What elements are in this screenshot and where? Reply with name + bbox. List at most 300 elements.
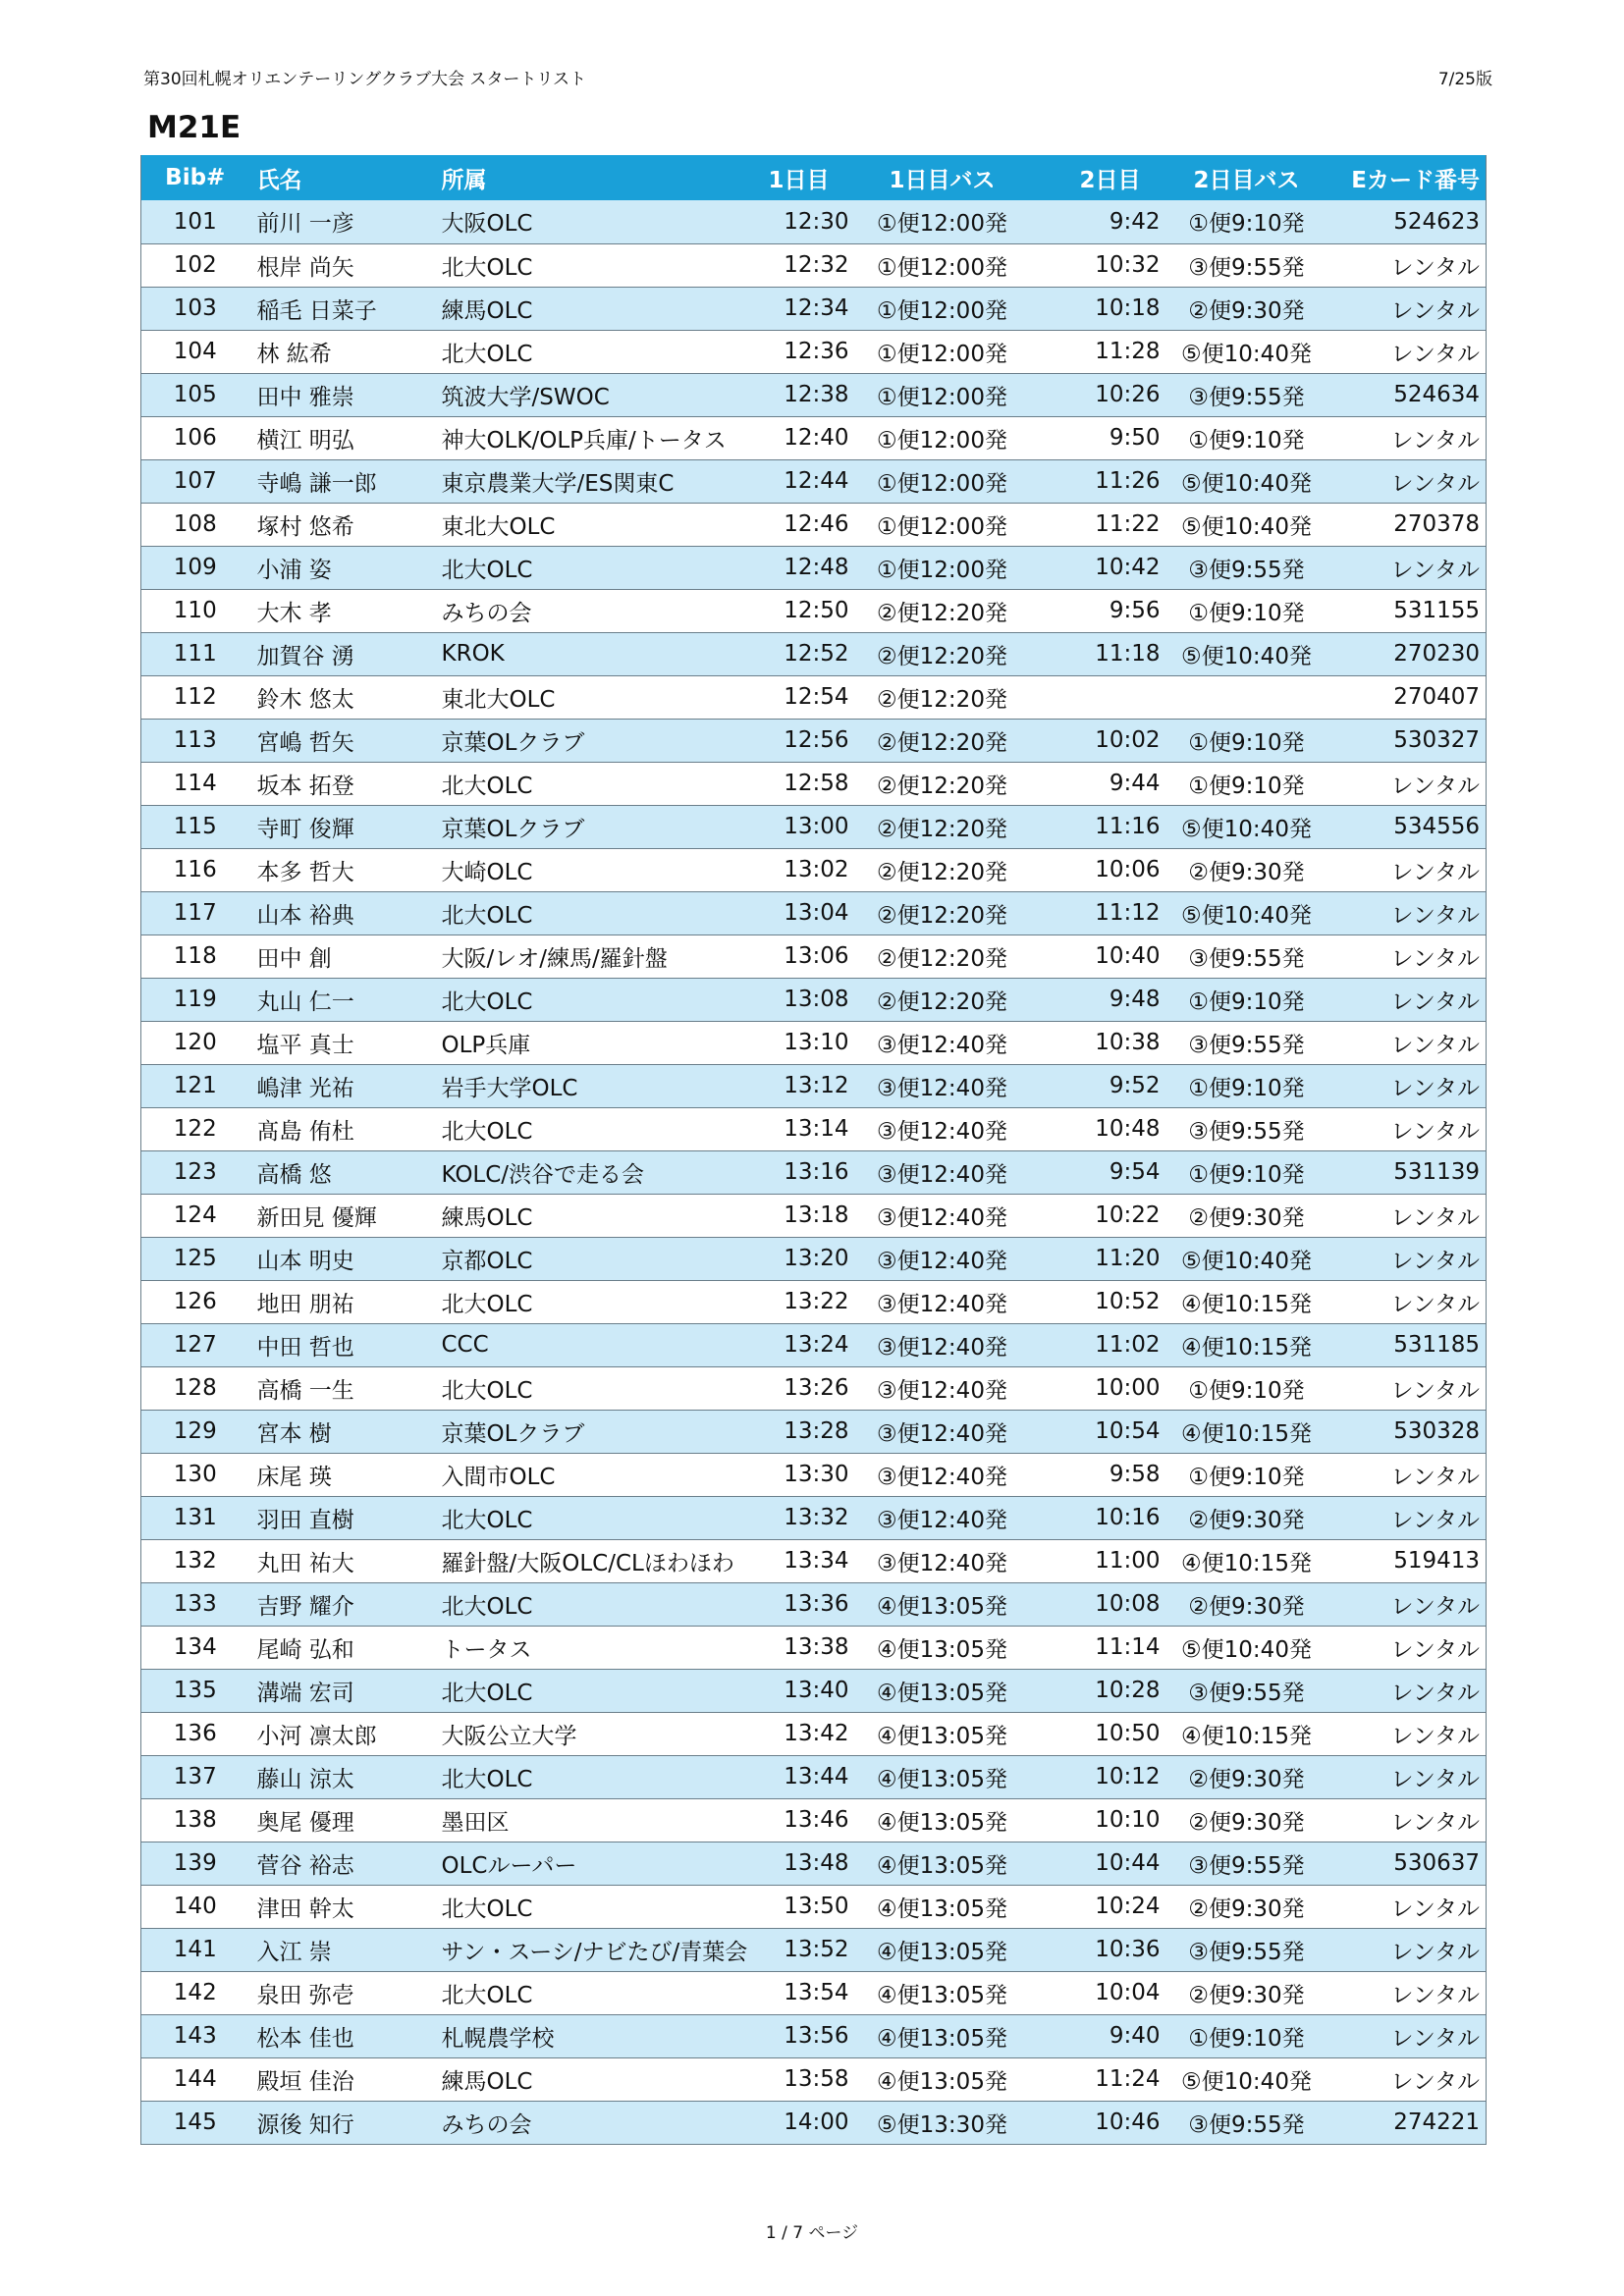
day1-bus-cell: ③便12:40発 bbox=[859, 1323, 1026, 1366]
bib-cell: 138 bbox=[141, 1798, 249, 1842]
day2-bus-cell: ①便9:10発 bbox=[1170, 719, 1324, 762]
day2-start-cell: 10:06 bbox=[1026, 848, 1170, 891]
day2-bus-cell: ①便9:10発 bbox=[1170, 2014, 1324, 2057]
day1-start-cell: 13:16 bbox=[748, 1150, 859, 1194]
day2-start-cell: 10:00 bbox=[1026, 1366, 1170, 1410]
table-row bbox=[141, 1410, 1487, 1453]
name-cell: 塚村 悠希 bbox=[249, 503, 436, 546]
name-cell: 坂本 拓登 bbox=[249, 762, 436, 805]
day1-start-cell: 13:44 bbox=[748, 1755, 859, 1798]
bib-cell: 105 bbox=[141, 373, 249, 416]
ecard-cell: 534556 bbox=[1324, 805, 1487, 848]
column-header-ecard: Eカード番号 bbox=[1324, 155, 1487, 200]
club-cell: 北大OLC bbox=[436, 762, 748, 805]
day1-bus-cell: ②便12:20発 bbox=[859, 891, 1026, 934]
club-cell: 北大OLC bbox=[436, 1755, 748, 1798]
club-cell: 入間市OLC bbox=[436, 1453, 748, 1496]
day2-start-cell: 11:02 bbox=[1026, 1323, 1170, 1366]
table-row bbox=[141, 1064, 1487, 1107]
club-cell: 北大OLC bbox=[436, 1280, 748, 1323]
day1-start-cell: 12:40 bbox=[748, 416, 859, 459]
table-row bbox=[141, 632, 1487, 675]
ecard-cell: レンタル bbox=[1324, 848, 1487, 891]
club-cell: 北大OLC bbox=[436, 1971, 748, 2014]
ecard-cell: レンタル bbox=[1324, 1712, 1487, 1755]
category-title: M21E bbox=[147, 110, 242, 145]
club-cell: 羅針盤/大阪OLC/CLほわほわ bbox=[436, 1539, 748, 1582]
name-cell: 林 紘希 bbox=[249, 330, 436, 373]
bib-cell: 126 bbox=[141, 1280, 249, 1323]
club-cell: 岩手大学OLC bbox=[436, 1064, 748, 1107]
day1-bus-cell: ①便12:00発 bbox=[859, 546, 1026, 589]
club-cell: 東北大OLC bbox=[436, 675, 748, 719]
day2-start-cell: 11:24 bbox=[1026, 2057, 1170, 2101]
day2-bus-cell: ⑤便10:40発 bbox=[1170, 503, 1324, 546]
ecard-cell: レンタル bbox=[1324, 1280, 1487, 1323]
day1-start-cell: 13:10 bbox=[748, 1021, 859, 1064]
name-cell: 菅谷 裕志 bbox=[249, 1842, 436, 1885]
table-row bbox=[141, 848, 1487, 891]
day1-bus-cell: ③便12:40発 bbox=[859, 1453, 1026, 1496]
bib-cell: 124 bbox=[141, 1194, 249, 1237]
ecard-cell: 524634 bbox=[1324, 373, 1487, 416]
club-cell: OLCルーパー bbox=[436, 1842, 748, 1885]
club-cell: みちの会 bbox=[436, 2101, 748, 2144]
day1-bus-cell: ④便13:05発 bbox=[859, 1885, 1026, 1928]
day2-bus-cell: ②便9:30発 bbox=[1170, 1798, 1324, 1842]
day2-bus-cell: ②便9:30発 bbox=[1170, 287, 1324, 330]
club-cell: 北大OLC bbox=[436, 243, 748, 287]
table-row bbox=[141, 1280, 1487, 1323]
bib-cell: 101 bbox=[141, 200, 249, 243]
club-cell: 筑波大学/SWOC bbox=[436, 373, 748, 416]
day1-start-cell: 13:54 bbox=[748, 1971, 859, 2014]
club-cell: 練馬OLC bbox=[436, 1194, 748, 1237]
name-cell: 松本 佳也 bbox=[249, 2014, 436, 2057]
column-header-day1: 1日目 bbox=[748, 155, 859, 200]
name-cell: 嶋津 光祐 bbox=[249, 1064, 436, 1107]
day1-start-cell: 12:52 bbox=[748, 632, 859, 675]
name-cell: 根岸 尚矢 bbox=[249, 243, 436, 287]
name-cell: 新田見 優輝 bbox=[249, 1194, 436, 1237]
day2-bus-cell: ②便9:30発 bbox=[1170, 1194, 1324, 1237]
name-cell: 小浦 姿 bbox=[249, 546, 436, 589]
day1-bus-cell: ④便13:05発 bbox=[859, 2057, 1026, 2101]
day1-bus-cell: ③便12:40発 bbox=[859, 1410, 1026, 1453]
table-row bbox=[141, 1971, 1487, 2014]
day1-bus-cell: ④便13:05発 bbox=[859, 1755, 1026, 1798]
day1-bus-cell: ④便13:05発 bbox=[859, 1798, 1026, 1842]
ecard-cell: レンタル bbox=[1324, 1496, 1487, 1539]
day2-bus-cell: ②便9:30発 bbox=[1170, 1496, 1324, 1539]
day2-bus-cell: ②便9:30発 bbox=[1170, 1755, 1324, 1798]
ecard-cell: 524623 bbox=[1324, 200, 1487, 243]
day1-bus-cell: ④便13:05発 bbox=[859, 1928, 1026, 1971]
day1-start-cell: 12:36 bbox=[748, 330, 859, 373]
day2-bus-cell: ①便9:10発 bbox=[1170, 1150, 1324, 1194]
club-cell: みちの会 bbox=[436, 589, 748, 632]
name-cell: 田中 創 bbox=[249, 934, 436, 978]
name-cell: 小河 凛太郎 bbox=[249, 1712, 436, 1755]
club-cell: 北大OLC bbox=[436, 1366, 748, 1410]
day1-start-cell: 13:32 bbox=[748, 1496, 859, 1539]
day2-start-cell: 10:18 bbox=[1026, 287, 1170, 330]
name-cell: 稲毛 日菜子 bbox=[249, 287, 436, 330]
day2-start-cell: 10:54 bbox=[1026, 1410, 1170, 1453]
bib-cell: 127 bbox=[141, 1323, 249, 1366]
table-row bbox=[141, 200, 1487, 243]
day1-start-cell: 12:38 bbox=[748, 373, 859, 416]
day2-start-cell: 9:48 bbox=[1026, 978, 1170, 1021]
table-row bbox=[141, 1237, 1487, 1280]
club-cell: CCC bbox=[436, 1323, 748, 1366]
ecard-cell: 531185 bbox=[1324, 1323, 1487, 1366]
day2-bus-cell: ⑤便10:40発 bbox=[1170, 632, 1324, 675]
name-cell: 本多 哲大 bbox=[249, 848, 436, 891]
club-cell: 京都OLC bbox=[436, 1237, 748, 1280]
name-cell: 高橋 悠 bbox=[249, 1150, 436, 1194]
name-cell: 殿垣 佳治 bbox=[249, 2057, 436, 2101]
table-row bbox=[141, 1366, 1487, 1410]
day1-bus-cell: ④便13:05発 bbox=[859, 1582, 1026, 1626]
ecard-cell: レンタル bbox=[1324, 1885, 1487, 1928]
name-cell: 田中 雅崇 bbox=[249, 373, 436, 416]
day2-bus-cell: ④便10:15発 bbox=[1170, 1410, 1324, 1453]
name-cell: 山本 明史 bbox=[249, 1237, 436, 1280]
day2-start-cell: 11:28 bbox=[1026, 330, 1170, 373]
club-cell: KROK bbox=[436, 632, 748, 675]
day2-bus-cell: ①便9:10発 bbox=[1170, 1453, 1324, 1496]
ecard-cell: レンタル bbox=[1324, 2057, 1487, 2101]
bib-cell: 129 bbox=[141, 1410, 249, 1453]
day1-bus-cell: ②便12:20発 bbox=[859, 675, 1026, 719]
table-row bbox=[141, 805, 1487, 848]
bib-cell: 137 bbox=[141, 1755, 249, 1798]
day2-start-cell: 11:18 bbox=[1026, 632, 1170, 675]
bib-cell: 103 bbox=[141, 287, 249, 330]
bib-cell: 107 bbox=[141, 459, 249, 503]
day1-bus-cell: ④便13:05発 bbox=[859, 1626, 1026, 1669]
day2-bus-cell bbox=[1170, 675, 1324, 719]
day1-start-cell: 13:52 bbox=[748, 1928, 859, 1971]
bib-cell: 112 bbox=[141, 675, 249, 719]
day1-bus-cell: ④便13:05発 bbox=[859, 1712, 1026, 1755]
column-header-day2: 2日目 bbox=[1026, 155, 1170, 200]
day1-bus-cell: ④便13:05発 bbox=[859, 1669, 1026, 1712]
day2-start-cell: 10:02 bbox=[1026, 719, 1170, 762]
table-row bbox=[141, 978, 1487, 1021]
name-cell: 津田 幹太 bbox=[249, 1885, 436, 1928]
club-cell: サン・スーシ/ナビたび/青葉会 bbox=[436, 1928, 748, 1971]
day2-bus-cell: ③便9:55発 bbox=[1170, 934, 1324, 978]
day1-bus-cell: ②便12:20発 bbox=[859, 978, 1026, 1021]
bib-cell: 140 bbox=[141, 1885, 249, 1928]
day2-start-cell: 10:24 bbox=[1026, 1885, 1170, 1928]
day1-start-cell: 13:00 bbox=[748, 805, 859, 848]
day1-start-cell: 13:18 bbox=[748, 1194, 859, 1237]
day2-start-cell: 9:52 bbox=[1026, 1064, 1170, 1107]
bib-cell: 121 bbox=[141, 1064, 249, 1107]
day1-bus-cell: ③便12:40発 bbox=[859, 1194, 1026, 1237]
table-row bbox=[141, 1712, 1487, 1755]
name-cell: 丸山 仁一 bbox=[249, 978, 436, 1021]
club-cell: 練馬OLC bbox=[436, 2057, 748, 2101]
day2-start-cell: 11:12 bbox=[1026, 891, 1170, 934]
day2-start-cell: 11:16 bbox=[1026, 805, 1170, 848]
ecard-cell: レンタル bbox=[1324, 1021, 1487, 1064]
club-cell: 東京農業大学/ES関東C bbox=[436, 459, 748, 503]
day2-start-cell: 10:44 bbox=[1026, 1842, 1170, 1885]
name-cell: 吉野 耀介 bbox=[249, 1582, 436, 1626]
table-row bbox=[141, 1539, 1487, 1582]
table-row bbox=[141, 1885, 1487, 1928]
club-cell: OLP兵庫 bbox=[436, 1021, 748, 1064]
day1-start-cell: 13:48 bbox=[748, 1842, 859, 1885]
club-cell: 北大OLC bbox=[436, 978, 748, 1021]
ecard-cell: レンタル bbox=[1324, 1107, 1487, 1150]
day2-bus-cell: ⑤便10:40発 bbox=[1170, 459, 1324, 503]
table-row bbox=[141, 1842, 1487, 1885]
club-cell: KOLC/渋谷で走る会 bbox=[436, 1150, 748, 1194]
ecard-cell: 531155 bbox=[1324, 589, 1487, 632]
day1-bus-cell: ②便12:20発 bbox=[859, 632, 1026, 675]
name-cell: 前川 一彦 bbox=[249, 200, 436, 243]
day2-bus-cell: ③便9:55発 bbox=[1170, 546, 1324, 589]
day2-bus-cell: ③便9:55発 bbox=[1170, 1021, 1324, 1064]
day2-bus-cell: ②便9:30発 bbox=[1170, 848, 1324, 891]
name-cell: 寺嶋 謙一郎 bbox=[249, 459, 436, 503]
day2-start-cell: 10:16 bbox=[1026, 1496, 1170, 1539]
day1-start-cell: 12:46 bbox=[748, 503, 859, 546]
name-cell: 丸田 祐大 bbox=[249, 1539, 436, 1582]
column-header-name: 氏名 bbox=[249, 155, 436, 200]
name-cell: 加賀谷 湧 bbox=[249, 632, 436, 675]
ecard-cell: 274221 bbox=[1324, 2101, 1487, 2144]
table-row bbox=[141, 1021, 1487, 1064]
bib-cell: 115 bbox=[141, 805, 249, 848]
ecard-cell: レンタル bbox=[1324, 416, 1487, 459]
bib-cell: 125 bbox=[141, 1237, 249, 1280]
day1-bus-cell: ③便12:40発 bbox=[859, 1107, 1026, 1150]
ecard-cell: レンタル bbox=[1324, 1366, 1487, 1410]
day1-start-cell: 13:38 bbox=[748, 1626, 859, 1669]
bib-cell: 134 bbox=[141, 1626, 249, 1669]
day1-bus-cell: ①便12:00発 bbox=[859, 330, 1026, 373]
bib-cell: 130 bbox=[141, 1453, 249, 1496]
day2-start-cell: 10:50 bbox=[1026, 1712, 1170, 1755]
day2-bus-cell: ①便9:10発 bbox=[1170, 1366, 1324, 1410]
day2-bus-cell: ⑤便10:40発 bbox=[1170, 2057, 1324, 2101]
day1-start-cell: 13:14 bbox=[748, 1107, 859, 1150]
table-row bbox=[141, 1582, 1487, 1626]
ecard-cell: レンタル bbox=[1324, 1064, 1487, 1107]
table-row bbox=[141, 503, 1487, 546]
bib-cell: 133 bbox=[141, 1582, 249, 1626]
table-row bbox=[141, 891, 1487, 934]
table-row bbox=[141, 330, 1487, 373]
day2-start-cell: 10:36 bbox=[1026, 1928, 1170, 1971]
table-row bbox=[141, 1798, 1487, 1842]
day2-bus-cell: ⑤便10:40発 bbox=[1170, 1626, 1324, 1669]
club-cell: 札幌農学校 bbox=[436, 2014, 748, 2057]
day1-start-cell: 13:42 bbox=[748, 1712, 859, 1755]
column-header-day2-bus: 2日目バス bbox=[1170, 155, 1324, 200]
club-cell: トータス bbox=[436, 1626, 748, 1669]
table-row bbox=[141, 2101, 1487, 2144]
bib-cell: 135 bbox=[141, 1669, 249, 1712]
start-list-table bbox=[140, 155, 1487, 2145]
day1-start-cell: 13:56 bbox=[748, 2014, 859, 2057]
name-cell: 源後 知行 bbox=[249, 2101, 436, 2144]
day2-bus-cell: ③便9:55発 bbox=[1170, 373, 1324, 416]
day1-start-cell: 13:50 bbox=[748, 1885, 859, 1928]
club-cell: 北大OLC bbox=[436, 1885, 748, 1928]
day2-start-cell: 10:26 bbox=[1026, 373, 1170, 416]
day2-start-cell: 10:38 bbox=[1026, 1021, 1170, 1064]
day1-start-cell: 13:24 bbox=[748, 1323, 859, 1366]
table-row bbox=[141, 459, 1487, 503]
day2-start-cell: 10:42 bbox=[1026, 546, 1170, 589]
bib-cell: 122 bbox=[141, 1107, 249, 1150]
name-cell: 塩平 真士 bbox=[249, 1021, 436, 1064]
day1-start-cell: 13:22 bbox=[748, 1280, 859, 1323]
day1-start-cell: 13:08 bbox=[748, 978, 859, 1021]
ecard-cell: 270378 bbox=[1324, 503, 1487, 546]
club-cell: 北大OLC bbox=[436, 1669, 748, 1712]
day2-start-cell: 10:08 bbox=[1026, 1582, 1170, 1626]
table-row bbox=[141, 589, 1487, 632]
day1-bus-cell: ①便12:00発 bbox=[859, 287, 1026, 330]
table-row bbox=[141, 243, 1487, 287]
ecard-cell: 270230 bbox=[1324, 632, 1487, 675]
bib-cell: 102 bbox=[141, 243, 249, 287]
club-cell: 墨田区 bbox=[436, 1798, 748, 1842]
ecard-cell: レンタル bbox=[1324, 934, 1487, 978]
day1-bus-cell: ②便12:20発 bbox=[859, 805, 1026, 848]
day1-start-cell: 12:30 bbox=[748, 200, 859, 243]
club-cell: 京葉OLクラブ bbox=[436, 805, 748, 848]
day1-start-cell: 13:26 bbox=[748, 1366, 859, 1410]
day2-start-cell: 10:12 bbox=[1026, 1755, 1170, 1798]
bib-cell: 141 bbox=[141, 1928, 249, 1971]
ecard-cell: レンタル bbox=[1324, 243, 1487, 287]
table-row bbox=[141, 1453, 1487, 1496]
day2-start-cell: 9:54 bbox=[1026, 1150, 1170, 1194]
ecard-cell: レンタル bbox=[1324, 287, 1487, 330]
club-cell: 北大OLC bbox=[436, 891, 748, 934]
day1-start-cell: 12:48 bbox=[748, 546, 859, 589]
table-row bbox=[141, 934, 1487, 978]
ecard-cell: レンタル bbox=[1324, 978, 1487, 1021]
day1-start-cell: 13:12 bbox=[748, 1064, 859, 1107]
day2-start-cell: 11:14 bbox=[1026, 1626, 1170, 1669]
day2-start-cell: 9:42 bbox=[1026, 200, 1170, 243]
bib-cell: 113 bbox=[141, 719, 249, 762]
name-cell: 藤山 涼太 bbox=[249, 1755, 436, 1798]
day2-start-cell: 11:22 bbox=[1026, 503, 1170, 546]
bib-cell: 128 bbox=[141, 1366, 249, 1410]
day1-start-cell: 13:46 bbox=[748, 1798, 859, 1842]
day1-bus-cell: ④便13:05発 bbox=[859, 1971, 1026, 2014]
day2-bus-cell: ①便9:10発 bbox=[1170, 1064, 1324, 1107]
table-row bbox=[141, 1496, 1487, 1539]
day2-bus-cell: ①便9:10発 bbox=[1170, 978, 1324, 1021]
day2-bus-cell: ③便9:55発 bbox=[1170, 1107, 1324, 1150]
day2-bus-cell: ③便9:55発 bbox=[1170, 1842, 1324, 1885]
ecard-cell: レンタル bbox=[1324, 1194, 1487, 1237]
day2-start-cell: 11:26 bbox=[1026, 459, 1170, 503]
table-row bbox=[141, 675, 1487, 719]
day1-start-cell: 13:36 bbox=[748, 1582, 859, 1626]
name-cell: 横江 明弘 bbox=[249, 416, 436, 459]
table-row bbox=[141, 1626, 1487, 1669]
ecard-cell: レンタル bbox=[1324, 1971, 1487, 2014]
ecard-cell: 531139 bbox=[1324, 1150, 1487, 1194]
name-cell: 山本 裕典 bbox=[249, 891, 436, 934]
day2-start-cell: 9:56 bbox=[1026, 589, 1170, 632]
club-cell: 大崎OLC bbox=[436, 848, 748, 891]
bib-cell: 104 bbox=[141, 330, 249, 373]
column-header-day1-bus: 1日目バス bbox=[859, 155, 1026, 200]
ecard-cell: 519413 bbox=[1324, 1539, 1487, 1582]
column-header-club: 所属 bbox=[436, 155, 748, 200]
bib-cell: 144 bbox=[141, 2057, 249, 2101]
club-cell: 京葉OLクラブ bbox=[436, 1410, 748, 1453]
day1-bus-cell: ③便12:40発 bbox=[859, 1237, 1026, 1280]
day2-start-cell: 10:22 bbox=[1026, 1194, 1170, 1237]
day1-start-cell: 12:44 bbox=[748, 459, 859, 503]
day2-bus-cell: ⑤便10:40発 bbox=[1170, 891, 1324, 934]
day1-start-cell: 13:40 bbox=[748, 1669, 859, 1712]
day2-bus-cell: ①便9:10発 bbox=[1170, 200, 1324, 243]
day1-start-cell: 13:28 bbox=[748, 1410, 859, 1453]
ecard-cell: レンタル bbox=[1324, 459, 1487, 503]
ecard-cell: レンタル bbox=[1324, 1237, 1487, 1280]
ecard-cell: レンタル bbox=[1324, 1755, 1487, 1798]
day2-start-cell: 9:40 bbox=[1026, 2014, 1170, 2057]
ecard-cell: 530328 bbox=[1324, 1410, 1487, 1453]
day2-bus-cell: ③便9:55発 bbox=[1170, 2101, 1324, 2144]
club-cell: 京葉OLクラブ bbox=[436, 719, 748, 762]
day2-bus-cell: ②便9:30発 bbox=[1170, 1971, 1324, 2014]
bib-cell: 145 bbox=[141, 2101, 249, 2144]
day1-bus-cell: ①便12:00発 bbox=[859, 459, 1026, 503]
day1-bus-cell: ②便12:20発 bbox=[859, 934, 1026, 978]
day2-start-cell: 9:58 bbox=[1026, 1453, 1170, 1496]
ecard-cell: 530327 bbox=[1324, 719, 1487, 762]
club-cell: 大阪OLC bbox=[436, 200, 748, 243]
day1-bus-cell: ②便12:20発 bbox=[859, 589, 1026, 632]
bib-cell: 119 bbox=[141, 978, 249, 1021]
table-row bbox=[141, 2014, 1487, 2057]
day2-start-cell: 10:04 bbox=[1026, 1971, 1170, 2014]
table-row bbox=[141, 762, 1487, 805]
day1-start-cell: 14:00 bbox=[748, 2101, 859, 2144]
day2-bus-cell: ④便10:15発 bbox=[1170, 1712, 1324, 1755]
ecard-cell: レンタル bbox=[1324, 2014, 1487, 2057]
day1-bus-cell: ④便13:05発 bbox=[859, 2014, 1026, 2057]
club-cell: 練馬OLC bbox=[436, 287, 748, 330]
day2-bus-cell: ①便9:10発 bbox=[1170, 589, 1324, 632]
bib-cell: 108 bbox=[141, 503, 249, 546]
club-cell: 東北大OLC bbox=[436, 503, 748, 546]
day2-bus-cell: ④便10:15発 bbox=[1170, 1539, 1324, 1582]
name-cell: 髙島 侑杜 bbox=[249, 1107, 436, 1150]
name-cell: 泉田 弥壱 bbox=[249, 1971, 436, 2014]
day1-bus-cell: ①便12:00発 bbox=[859, 416, 1026, 459]
name-cell: 宮本 樹 bbox=[249, 1410, 436, 1453]
day2-bus-cell: ⑤便10:40発 bbox=[1170, 805, 1324, 848]
